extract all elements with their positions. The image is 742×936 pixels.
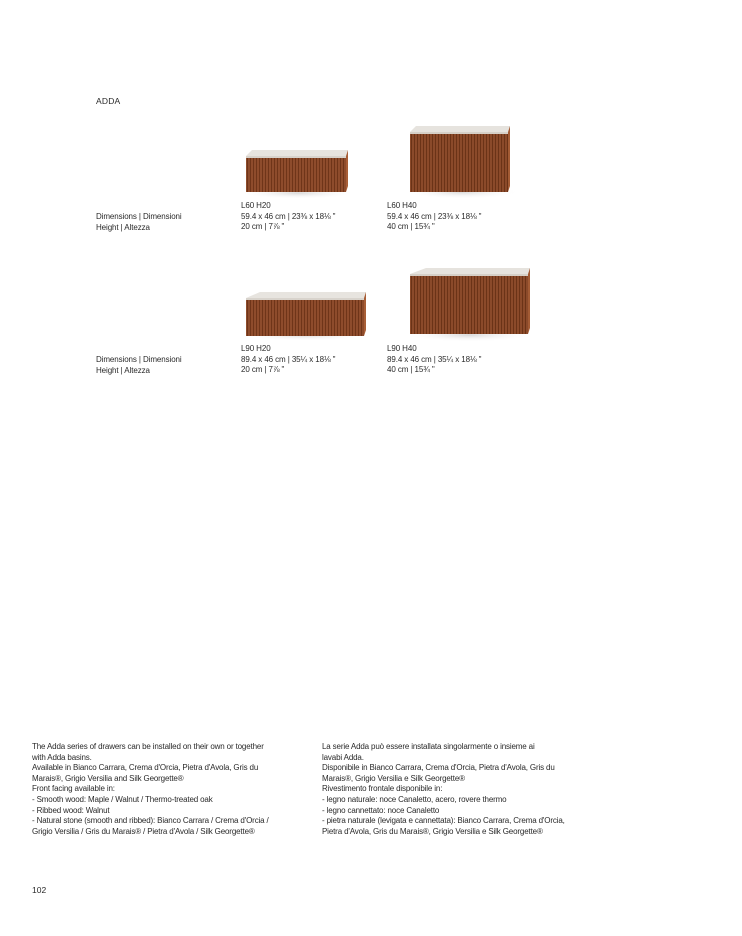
ribbed-drawer-unit-l60-h40 xyxy=(402,120,522,200)
dimensions-value: 89.4 x 46 cm | 35¼ x 18⅛ " xyxy=(241,354,336,364)
page-number: 102 xyxy=(32,885,47,895)
dimensions-value: 59.4 x 46 cm | 23⅜ x 18⅛ " xyxy=(241,211,336,221)
height-value: 40 cm | 15¾ " xyxy=(387,222,435,232)
height-value: 20 cm | 7⅞ " xyxy=(241,222,285,232)
section-title: ADDA xyxy=(96,96,121,106)
model-name: L60 H40 xyxy=(387,201,417,210)
product-spec-l60-h20 xyxy=(241,201,335,233)
dimensions-value: 59.4 x 46 cm | 23⅜ x 18⅛ " xyxy=(387,211,482,221)
dimensions-label-row-2: Dimensions | Dimensioni Height | Altezza xyxy=(96,355,182,375)
product-spec-l90-h40 xyxy=(387,344,481,376)
height-value: 40 cm | 15¾ " xyxy=(387,365,435,375)
product-image-l60-h20 xyxy=(238,140,358,200)
model-name: L90 H40 xyxy=(387,344,417,353)
ribbed-drawer-unit-l90-h40 xyxy=(402,262,537,342)
product-spec-l90-h20 xyxy=(241,344,335,376)
height-value: 20 cm | 7⅞ " xyxy=(241,365,285,375)
dimensions-value: 89.4 x 46 cm | 35¼ x 18⅛ " xyxy=(387,354,482,364)
product-image-l90-h40 xyxy=(402,262,537,342)
model-name: L90 H20 xyxy=(241,344,271,353)
description-english: The Adda series of drawers can be installed on their own or together with Adda basins. Available in Bianco Carrara, Crema d'Orcia, Pietra d'Avola, Gris du Marais®, Grigio Versilia and Silk Georgette® Front facing available in: - Smooth wood: Maple / Walnut / Thermo-treated oak - Ribbed wood: Walnut - Natural stone (smooth and ribbed): Bianco Carrara / Crema d'Orcia / Grigio Versilia / Gris du Marais® / Pietra d'Avola / Silk Georgette® xyxy=(32,742,269,836)
product-spec-l60-h40 xyxy=(387,201,481,233)
ribbed-drawer-unit-l60-h20 xyxy=(238,140,358,200)
model-name: L60 H20 xyxy=(241,201,271,210)
product-image-l60-h40 xyxy=(402,120,522,200)
product-image-l90-h20 xyxy=(238,284,373,342)
description-italian: La serie Adda può essere installata singolarmente o insieme ai lavabi Adda. Disponibile in Bianco Carrara, Crema d'Orcia, Pietra d'Avola, Gris du Marais®, Grigio Versilia e Silk Georgette® Rivestimento frontale disponibile in: - legno naturale: noce Canaletto, acero, rovere thermo - legno cannettato: noce Canaletto - pietra naturale (levigata e cannettata): Bianco Carrara, Crema d'Orcia, Pietra d'Avola, Gris du Marais®, Grigio Versilia e Silk Georgette® xyxy=(322,742,565,836)
ribbed-drawer-unit-l90-h20 xyxy=(238,284,373,342)
dimensions-label-row-1: Dimensions | Dimensioni Height | Altezza xyxy=(96,212,182,232)
